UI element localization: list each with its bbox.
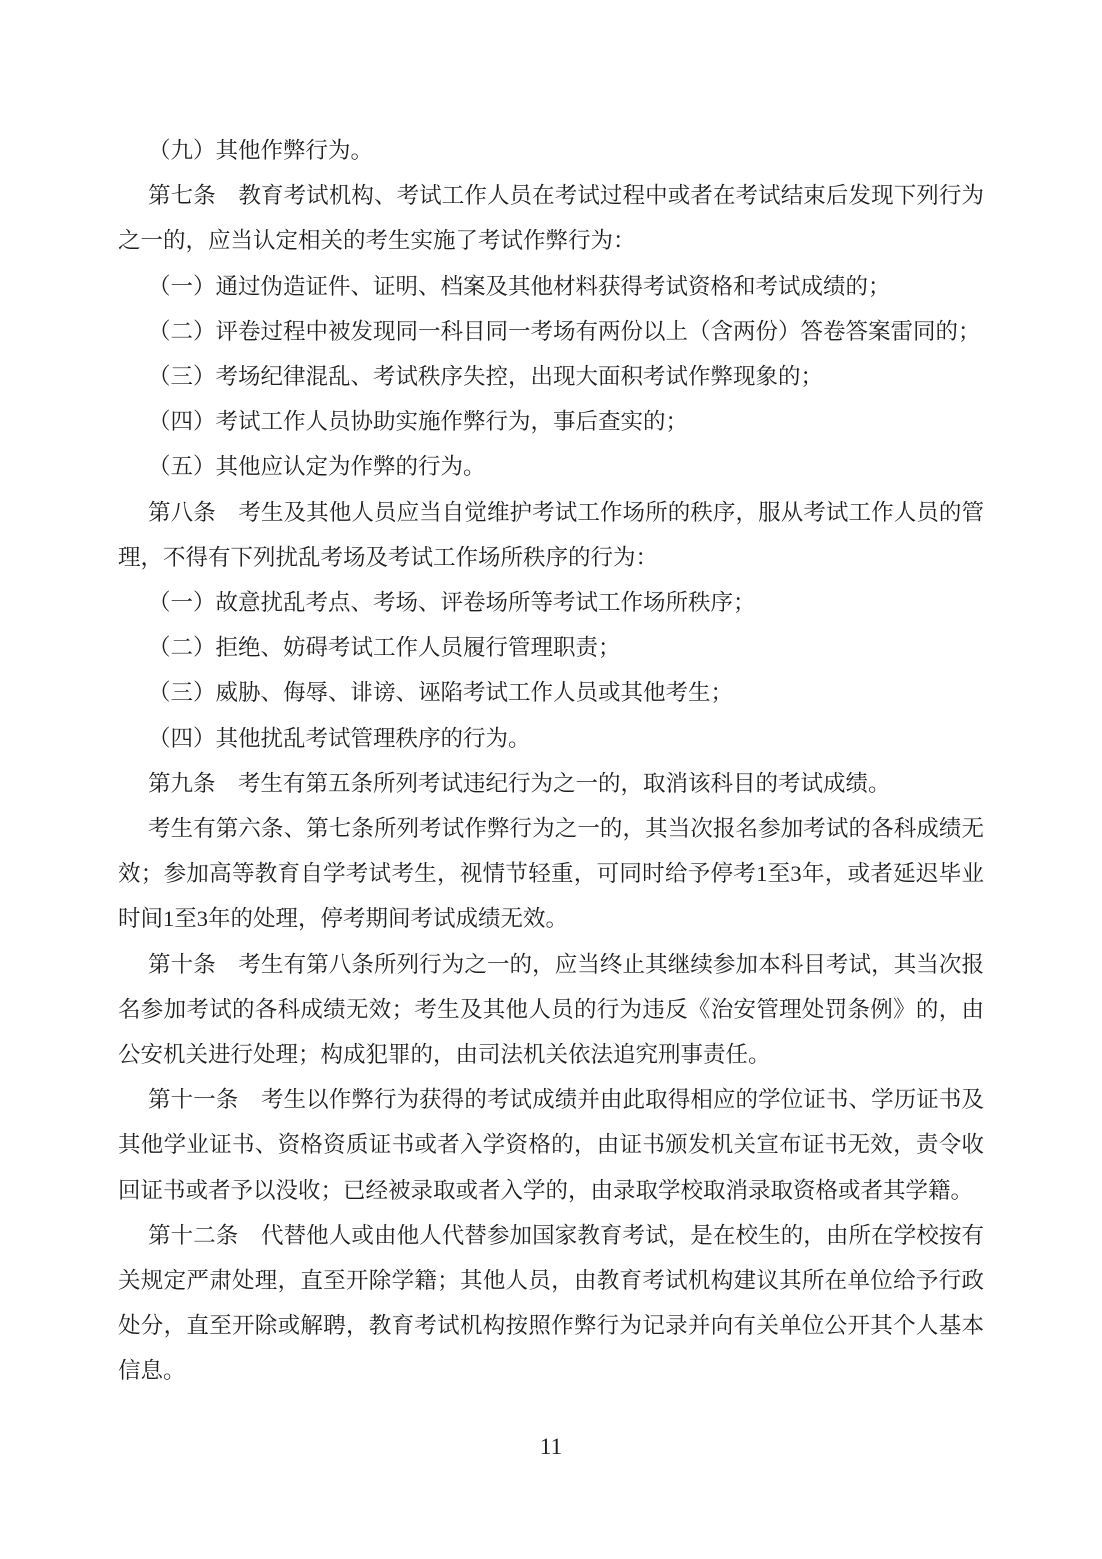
article-7-paragraph: 第七条 教育考试机构、考试工作人员在考试过程中或者在考试结束后发现下列行为之一的，应当认定相关的考生实施了考试作弊行为： xyxy=(118,183,984,254)
article-7-item-2: （二）评卷过程中被发现同一科目同一考场有两份以上（含两份）答卷答案雷同的； xyxy=(148,318,981,344)
article-9-paragraph-2: 考生有第六条、第七条所列考试作弊行为之一的，其当次报名参加考试的各科成绩无效；参加高等教育自学考试考生，视情节轻重，可同时给予停考1至3年，或者延迟毕业时间1至3年的处理，停考期间考试成绩无效。 xyxy=(118,816,984,932)
article-12-paragraph: 第十二条 代替他人或由他人代替参加国家教育考试，是在校生的，由所在学校按有关规定严肃处理，直至开除学籍；其他人员，由教育考试机构建议其所在单位给予行政处分，直至开除或解聘，教育考试机构按照作弊行为记录并向有关单位公开其个人基本信息。 xyxy=(118,1222,984,1384)
article-8-paragraph: 第八条 考生及其他人员应当自觉维护考试工作场所的秩序，服从考试工作人员的管理，不得有下列扰乱考场及考试工作场所秩序的行为： xyxy=(118,499,984,570)
article-10-paragraph: 第十条 考生有第八条所列行为之一的，应当终止其继续参加本科目考试，其当次报名参加考试的各科成绩无效；考生及其他人员的行为违反《治安管理处罚条例》的，由公安机关进行处理；构成犯罪的，由司法机关依法追究刑事责任。 xyxy=(118,951,984,1068)
article-7-item-4: （四）考试工作人员协助实施作弊行为，事后查实的； xyxy=(148,409,689,435)
article-9-paragraph-1: 第九条 考生有第五条所列考试违纪行为之一的，取消该科目的考试成绩。 xyxy=(148,770,891,796)
article-8-item-1: （一）故意扰乱考点、考场、评卷场所等考试工作场所秩序； xyxy=(148,590,756,616)
article-7-item-3: （三）考场纪律混乱、考试秩序失控，出现大面积考试作弊现象的； xyxy=(148,364,824,390)
clause-9-other-cheating: （九）其他作弊行为。 xyxy=(148,138,374,163)
article-7-item-1: （一）通过伪造证件、证明、档案及其他材料获得考试资格和考试成绩的； xyxy=(148,273,891,299)
article-11-paragraph: 第十一条 考生以作弊行为获得的考试成绩并由此取得相应的学位证书、学历证书及其他学业证书、资格资质证书或者入学资格的，由证书颁发机关宣布证书无效，责令收回证书或者予以没收；已经被录取或者入学的，由录取学校取消录取资格或者其学籍。 xyxy=(118,1087,984,1203)
page-number: 11 xyxy=(539,1434,563,1459)
article-8-item-4: （四）其他扰乱考试管理秩序的行为。 xyxy=(148,725,531,751)
article-8-item-3: （三）威胁、侮辱、诽谤、诬陷考试工作人员或其他考生； xyxy=(148,680,734,706)
document-body xyxy=(118,128,984,1394)
article-8-item-2: （二）拒绝、妨碍考试工作人员履行管理职责； xyxy=(148,635,621,661)
article-7-item-5: （五）其他应认定为作弊的行为。 xyxy=(148,454,486,480)
